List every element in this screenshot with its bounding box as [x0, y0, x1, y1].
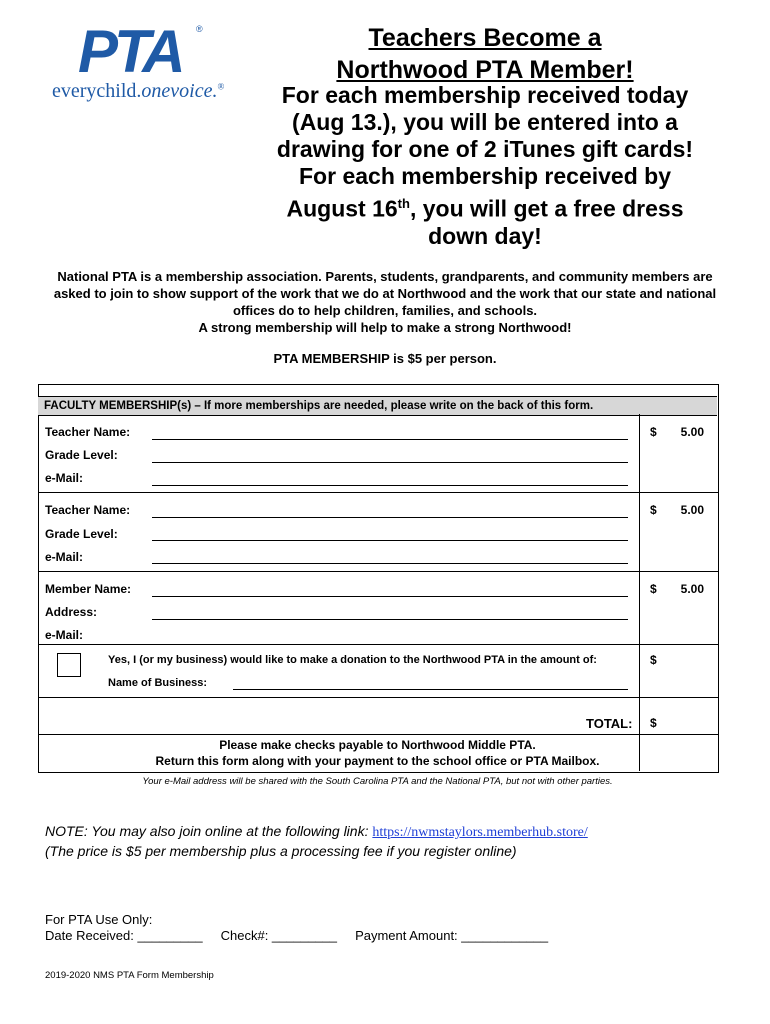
- donation-text: Yes, I (or my business) would like to make a donation to the Northwood PTA in the amount of:: [108, 654, 597, 666]
- grade-level-label: Grade Level:: [45, 527, 118, 541]
- payment-amount-field: Payment Amount: ____________: [355, 928, 549, 943]
- payment-instructions: [38, 737, 717, 769]
- membership-price: PTA MEMBERSHIP is $5 per person.: [273, 351, 497, 366]
- tagline-part2: onevoice.: [141, 80, 218, 102]
- email-label: e-Mail:: [45, 550, 84, 564]
- amount-value: 5.00: [680, 425, 704, 439]
- address-field[interactable]: [152, 619, 628, 620]
- title-line-1: Teachers Become a: [368, 24, 602, 52]
- member-name-label: Member Name:: [45, 582, 132, 596]
- pta-tagline: [52, 80, 224, 103]
- teacher-name-label: Teacher Name:: [45, 503, 131, 517]
- donation-dollar-sign: $: [650, 653, 657, 667]
- pta-logo: [50, 18, 240, 107]
- intro-text: National PTA is a membership association. Parents, students, grandparents, and community members are asked to join to show support of the work that we do at Northwood and the work that our state and national offices do to help children, families, and schools.: [53, 269, 717, 318]
- membership-form: [38, 384, 719, 773]
- amount-column-divider: [639, 414, 640, 771]
- title-line-2: Northwood PTA Member!: [336, 56, 634, 84]
- date-received-field: Date Received: _________: [45, 928, 203, 943]
- business-name-label: Name of Business:: [108, 677, 208, 689]
- row-divider: [38, 644, 718, 645]
- intro-strong-text: A strong membership will help to make a strong Northwood!: [198, 320, 572, 335]
- membership-link[interactable]: https://nwmstaylors.memberhub.store/: [372, 825, 588, 840]
- amount-value: 5.00: [680, 582, 704, 596]
- teacher-name-label: Teacher Name:: [45, 425, 131, 439]
- grade-level-label: Grade Level:: [45, 448, 118, 462]
- row-divider: [38, 697, 718, 698]
- promo-sup: th: [397, 196, 410, 211]
- promo-text: [270, 82, 700, 250]
- registered-mark: ®: [196, 24, 203, 34]
- donation-checkbox[interactable]: [57, 653, 81, 677]
- intro-paragraph: [40, 268, 730, 336]
- member-name-field[interactable]: [152, 596, 628, 597]
- pta-use-heading: For PTA Use Only:: [45, 912, 153, 927]
- email-label: e-Mail:: [45, 471, 84, 485]
- check-number-field: Check#: _________: [220, 928, 337, 943]
- teacher-name-field[interactable]: [152, 517, 628, 518]
- form-header: [38, 396, 717, 416]
- privacy-notice: Your e-Mail address will be shared with the South Carolina PTA and the National PTA, but not with other parties.: [142, 776, 613, 787]
- amount-value: 5.00: [680, 503, 704, 517]
- total-label: TOTAL:: [586, 716, 633, 731]
- address-label: Address:: [45, 605, 98, 619]
- row-divider: [38, 734, 718, 735]
- row-divider: [38, 492, 718, 493]
- note-price-text: (The price is $5 per membership plus a processing fee if you register online): [45, 843, 517, 859]
- grade-level-field[interactable]: [152, 540, 628, 541]
- checks-payable-text: Please make checks payable to Northwood Middle PTA.: [219, 738, 536, 752]
- tagline-part1: everychild.: [52, 80, 142, 102]
- promo-dress-down: [270, 163, 700, 250]
- return-form-text: Return this form along with your payment to the school office or PTA Mailbox.: [155, 754, 600, 768]
- dollar-sign: $: [650, 503, 657, 517]
- pta-logo-mark: PTA: [78, 18, 182, 85]
- online-note: [45, 822, 588, 860]
- business-name-field[interactable]: [233, 689, 628, 690]
- form-header-text: FACULTY MEMBERSHIP(s) – If more memberships are needed, please write on the back of this form.: [44, 400, 594, 412]
- promo-dress-down-a: For each membership received by August 16: [286, 163, 671, 222]
- total-dollar-sign: $: [650, 716, 657, 730]
- promo-drawing: For each membership received today (Aug 13.), you will be entered into a drawing for one of 2 iTunes gift cards!: [276, 82, 694, 162]
- email-field[interactable]: [152, 485, 628, 486]
- email-field[interactable]: [152, 563, 628, 564]
- grade-level-field[interactable]: [152, 462, 628, 463]
- dollar-sign: $: [650, 582, 657, 596]
- dollar-sign: $: [650, 425, 657, 439]
- email-label: e-Mail:: [45, 628, 84, 642]
- promo-dress-down-b: , you will get a free dress down day!: [409, 195, 684, 249]
- tagline-registered: ®: [217, 81, 225, 92]
- form-footer: 2019-2020 NMS PTA Form Membership: [45, 970, 214, 981]
- teacher-name-field[interactable]: [152, 439, 628, 440]
- pta-use-only: [45, 912, 548, 944]
- page-title: [270, 22, 700, 86]
- note-prefix: NOTE: You may also join online at the following link:: [45, 823, 373, 839]
- row-divider: [38, 571, 718, 572]
